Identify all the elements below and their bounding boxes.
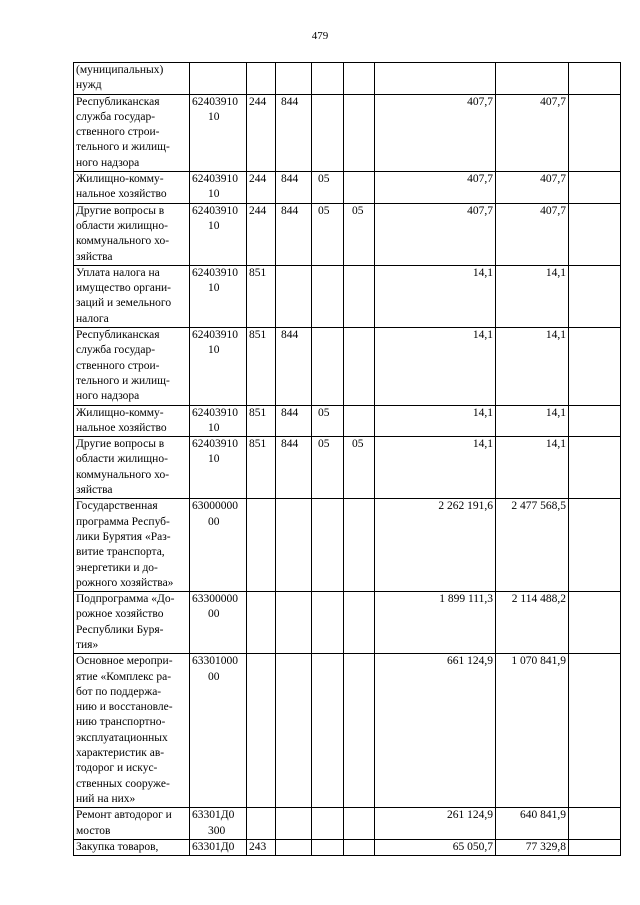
amount-1-cell [375,63,496,95]
department-cell [276,63,312,95]
amount-2-cell [496,172,569,204]
section-cell [312,499,344,592]
vr-value: 851 [249,329,267,342]
rz-value: 05 [318,173,330,186]
subsection-cell [344,808,375,840]
item-name-cell [74,405,190,437]
code-line: 00 [208,670,220,683]
ved-value: 844 [281,406,299,419]
table-row [74,654,621,808]
expense-type-cell [247,437,276,499]
department-cell [276,654,312,808]
expense-type-cell [247,839,276,855]
name-line: Республиканская [76,95,160,108]
rz-value: 05 [318,204,330,217]
amount-1-cell [375,808,496,840]
name-line: Республики Буря- [76,623,164,636]
section-cell [312,172,344,204]
name-line: нужд [76,79,102,92]
name-line: бот по поддержа- [76,685,162,698]
amount-1-cell [375,172,496,204]
department-cell [276,592,312,654]
sum2-value: 407,7 [540,95,566,108]
subsection-cell [344,328,375,405]
target-code-cell [190,172,247,204]
target-code-cell [190,839,247,855]
item-name-cell [74,203,190,265]
sum1-value: 14,1 [472,438,493,451]
name-line: коммунального хо- [76,468,170,481]
amount-1-cell [375,94,496,171]
section-cell [312,839,344,855]
amount-1-cell [375,839,496,855]
table-row [74,94,621,171]
code-line: 63300000 [192,593,238,606]
name-line: нальное хозяйство [76,188,167,201]
sum2-value: 14,1 [545,406,566,419]
item-name-cell [74,437,190,499]
section-cell [312,94,344,171]
expense-type-cell [247,265,276,327]
department-cell [276,172,312,204]
code-line: 62403910 [192,266,238,279]
subsection-cell [344,405,375,437]
target-code-cell [190,437,247,499]
sum2-value: 1 070 841,9 [511,655,566,668]
code-line: 63301000 [192,655,238,668]
target-code-cell [190,203,247,265]
name-line: программа Респуб- [76,515,170,528]
name-line: рожного хозяйства» [76,576,174,589]
name-line: тельного и жилищ- [76,141,170,154]
table-row [74,839,621,855]
empty-cell [569,405,621,437]
code-line: 300 [208,824,226,837]
item-name-cell [74,328,190,405]
amount-2-cell [496,437,569,499]
subsection-cell [344,94,375,171]
name-line: служба государ- [76,110,156,123]
expense-type-cell [247,172,276,204]
name-line: зяйства [76,484,113,497]
expense-type-cell [247,808,276,840]
code-line: 62403910 [192,173,238,186]
sum2-value: 14,1 [545,266,566,279]
rz-value: 05 [318,438,330,451]
name-line: лики Бурятия «Раз- [76,530,171,543]
amount-2-cell [496,405,569,437]
department-cell [276,839,312,855]
sum2-value: 2 477 568,5 [511,500,566,513]
sum2-value: 2 114 488,2 [511,593,566,606]
sum1-value: 14,1 [472,406,493,419]
sum1-value: 65 050,7 [452,840,493,853]
name-line: Жилищно-комму- [76,406,164,419]
vr-value: 851 [249,438,267,451]
code-line: 10 [208,219,220,232]
ved-value: 844 [281,204,299,217]
code-line: 63301Д0 [192,809,235,822]
subsection-cell [344,63,375,95]
page-number: 479 [311,30,329,42]
table-row [74,328,621,405]
ved-value: 844 [281,173,299,186]
table-body [74,63,621,856]
name-line: тодорог и искус- [76,762,158,775]
item-name-cell [74,592,190,654]
name-line: зяйства [76,250,113,263]
section-cell [312,592,344,654]
amount-2-cell [496,94,569,171]
amount-1-cell [375,328,496,405]
amount-1-cell [375,437,496,499]
empty-cell [569,172,621,204]
table-row [74,63,621,95]
amount-1-cell [375,654,496,808]
section-cell [312,405,344,437]
code-line: 10 [208,344,220,357]
subsection-cell [344,203,375,265]
section-cell [312,437,344,499]
sum1-value: 407,7 [467,173,493,186]
code-line: 10 [208,188,220,201]
department-cell [276,437,312,499]
name-line: Республиканская [76,329,160,342]
vr-value: 851 [249,266,267,279]
table-row [74,203,621,265]
amount-2-cell [496,63,569,95]
code-line: 62403910 [192,438,238,451]
name-line: ственного строи- [76,126,160,139]
target-code-cell [190,94,247,171]
amount-2-cell [496,499,569,592]
expense-type-cell [247,592,276,654]
empty-cell [569,203,621,265]
expense-type-cell [247,63,276,95]
target-code-cell [190,405,247,437]
code-line: 00 [208,515,220,528]
table-row [74,405,621,437]
name-line: Закупка товаров, [76,840,159,853]
target-code-cell [190,63,247,95]
expense-type-cell [247,203,276,265]
vr-value: 244 [249,95,267,108]
target-code-cell [190,499,247,592]
target-code-cell [190,808,247,840]
amount-2-cell [496,839,569,855]
department-cell [276,405,312,437]
target-code-cell [190,328,247,405]
sum1-value: 661 124,9 [447,655,493,668]
subsection-cell [344,437,375,499]
expense-type-cell [247,405,276,437]
name-line: служба государ- [76,344,156,357]
budget-table [73,62,621,856]
code-line: 10 [208,421,220,434]
sum2-value: 407,7 [540,173,566,186]
pr-value: 05 [352,438,364,451]
ved-value: 844 [281,329,299,342]
name-line: ного надзора [76,156,140,169]
amount-2-cell [496,654,569,808]
section-cell [312,203,344,265]
rz-value: 05 [318,406,330,419]
name-line: Жилищно-комму- [76,173,164,186]
code-line: 00 [208,608,220,621]
table-row [74,808,621,840]
vr-value: 851 [249,406,267,419]
empty-cell [569,808,621,840]
empty-cell [569,499,621,592]
vr-value: 244 [249,173,267,186]
section-cell [312,265,344,327]
code-line: 62403910 [192,329,238,342]
section-cell [312,63,344,95]
expense-type-cell [247,94,276,171]
amount-2-cell [496,328,569,405]
amount-1-cell [375,203,496,265]
target-code-cell [190,265,247,327]
sum2-value: 14,1 [545,329,566,342]
code-line: 10 [208,453,220,466]
name-line: ного надзора [76,390,140,403]
name-line: имущество органи- [76,282,171,295]
name-line: ний на них» [76,792,136,805]
expense-type-cell [247,499,276,592]
subsection-cell [344,172,375,204]
ved-value: 844 [281,438,299,451]
amount-1-cell [375,265,496,327]
name-line: мостов [76,824,111,837]
name-line: заций и земельного [76,297,172,310]
item-name-cell [74,63,190,95]
amount-2-cell [496,203,569,265]
name-line: Другие вопросы в [76,204,165,217]
item-name-cell [74,839,190,855]
amount-1-cell [375,499,496,592]
name-line: Уплата налога на [76,266,160,279]
table-row [74,172,621,204]
item-name-cell [74,172,190,204]
empty-cell [569,839,621,855]
name-line: коммунального хо- [76,235,170,248]
sum1-value: 407,7 [467,95,493,108]
name-line: Другие вопросы в [76,438,165,451]
amount-2-cell [496,265,569,327]
sum2-value: 407,7 [540,204,566,217]
empty-cell [569,328,621,405]
expense-type-cell [247,654,276,808]
amount-2-cell [496,808,569,840]
name-line: энергетики и до- [76,561,158,574]
amount-2-cell [496,592,569,654]
name-line: тия» [76,638,99,651]
name-line: характеристик ав- [76,747,165,760]
table-row [74,499,621,592]
sum1-value: 407,7 [467,204,493,217]
code-line: 62403910 [192,95,238,108]
target-code-cell [190,592,247,654]
empty-cell [569,265,621,327]
section-cell [312,654,344,808]
subsection-cell [344,499,375,592]
subsection-cell [344,654,375,808]
name-line: (муниципальных) [76,64,164,76]
department-cell [276,328,312,405]
department-cell [276,94,312,171]
sum1-value: 2 262 191,6 [438,500,493,513]
name-line: Подпрограмма «До- [76,593,175,606]
sum2-value: 14,1 [545,438,566,451]
amount-1-cell [375,592,496,654]
target-code-cell [190,654,247,808]
name-line: области жилищно- [76,453,168,466]
item-name-cell [74,499,190,592]
code-line: 63301Д0 [192,840,235,853]
empty-cell [569,592,621,654]
empty-cell [569,63,621,95]
empty-cell [569,94,621,171]
section-cell [312,328,344,405]
empty-cell [569,437,621,499]
name-line: эксплуатационных [76,731,168,744]
code-line: 62403910 [192,406,238,419]
section-cell [312,808,344,840]
item-name-cell [74,265,190,327]
table-row [74,592,621,654]
empty-cell [569,654,621,808]
vr-value: 243 [249,840,267,853]
name-line: нию и восстановле- [76,701,173,714]
code-line: 10 [208,110,220,123]
table-row [74,437,621,499]
name-line: нию транспортно- [76,716,166,729]
code-line: 63000000 [192,500,238,513]
department-cell [276,499,312,592]
amount-1-cell [375,405,496,437]
name-line: налога [76,312,109,325]
sum2-value: 77 329,8 [525,840,566,853]
ved-value: 844 [281,95,299,108]
code-line: 62403910 [192,204,238,217]
sum2-value: 640 841,9 [520,809,566,822]
item-name-cell [74,94,190,171]
sum1-value: 261 124,9 [447,809,493,822]
name-line: ственного строи- [76,359,160,372]
sum1-value: 1 899 111,3 [439,593,493,606]
department-cell [276,203,312,265]
table-row [74,265,621,327]
subsection-cell [344,265,375,327]
name-line: области жилищно- [76,219,168,232]
vr-value: 244 [249,204,267,217]
name-line: Основное меропри- [76,655,173,668]
name-line: ятие «Комплекс ра- [76,670,172,683]
name-line: нальное хозяйство [76,421,167,434]
sum1-value: 14,1 [472,329,493,342]
expense-type-cell [247,328,276,405]
code-line: 10 [208,282,220,295]
name-line: рожное хозяйство [76,608,164,621]
item-name-cell [74,654,190,808]
name-line: Государственная [76,500,158,513]
subsection-cell [344,839,375,855]
subsection-cell [344,592,375,654]
department-cell [276,265,312,327]
name-line: витие транспорта, [76,546,165,559]
name-line: Ремонт автодорог и [76,809,172,822]
pr-value: 05 [352,204,364,217]
item-name-cell [74,808,190,840]
sum1-value: 14,1 [472,266,493,279]
name-line: ственных сооруже- [76,777,170,790]
department-cell [276,808,312,840]
name-line: тельного и жилищ- [76,374,170,387]
